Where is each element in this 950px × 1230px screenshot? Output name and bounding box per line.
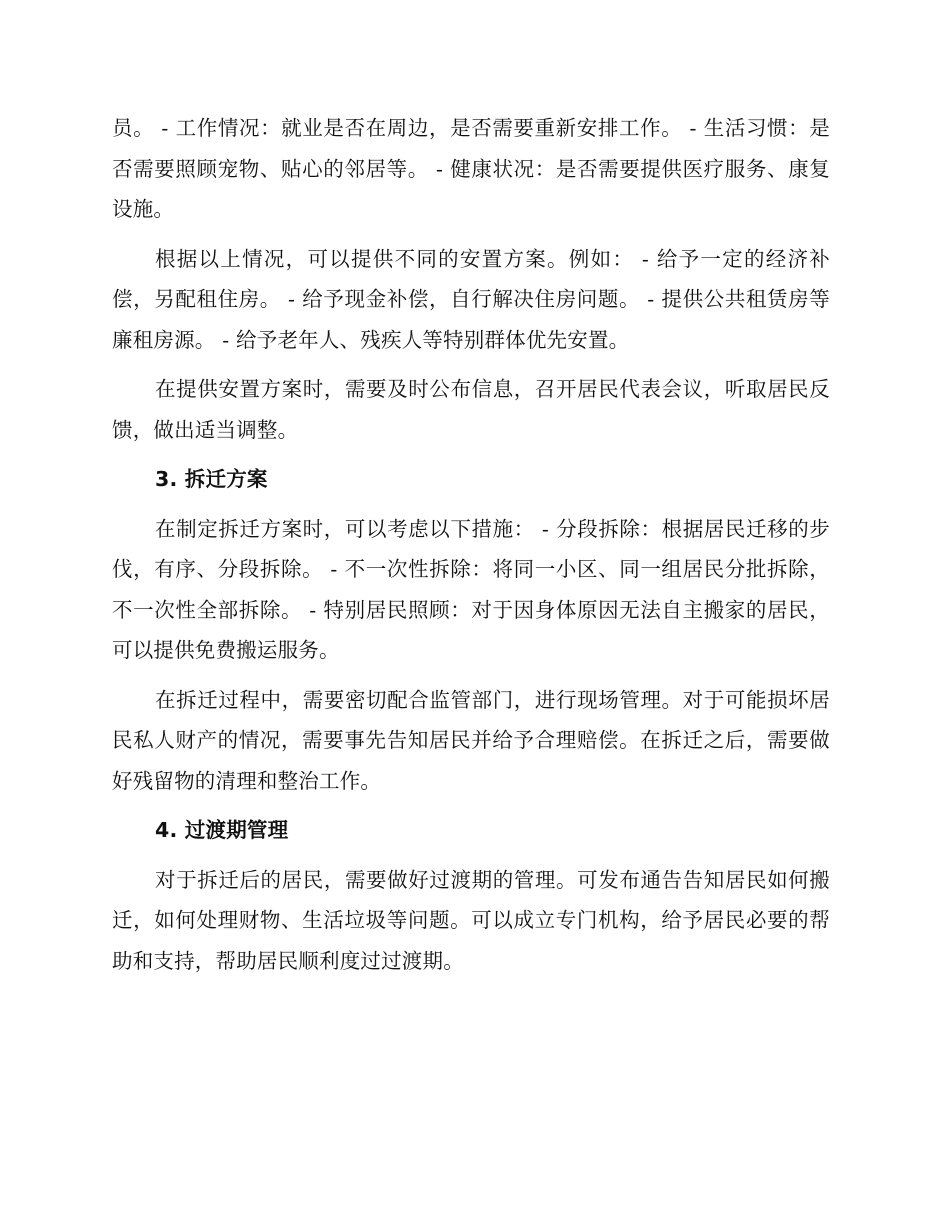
section-heading-demolition-plan: 3. 拆迁方案 (155, 467, 268, 491)
paragraph-resettlement-feedback: 在提供安置方案时，需要及时公布信息，召开居民代表会议，听取居民反馈，做出适当调整。 (112, 377, 830, 442)
paragraph-demolition-process: 在拆迁过程中，需要密切配合监管部门，进行现场管理。对于可能损坏居民私人财产的情况，需要事先告知居民并给予合理赔偿。在拆迁之后，需要做好残留物的清理和整治工作。 (112, 687, 830, 793)
section-heading-transition-management: 4. 过渡期管理 (155, 818, 289, 842)
paragraph-resettlement-options: 根据以上情况，可以提供不同的安置方案。例如： - 给予一定的经济补偿，另配租住房。 - 给予现金补偿，自行解决住房问题。 - 提供公共租赁房等廉租房源。 - 给予老年人、残疾人等特别群体优先安置。 (112, 246, 830, 352)
paragraph-demolition-measures: 在制定拆迁方案时，可以考虑以下措施： - 分段拆除：根据居民迁移的步伐，有序、分段拆除。 - 不一次性拆除：将同一小区、同一组居民分批拆除，不一次性全部拆除。 - 特别居民照顾：对于因身体原因无法自主搬家的居民，可以提供免费搬运服务。 (112, 516, 830, 662)
paragraph-resident-conditions: 员。 - 工作情况：就业是否在周边，是否需要重新安排工作。 - 生活习惯：是否需要照顾宠物、贴心的邻居等。 - 健康状况：是否需要提供医疗服务、康复设施。 (112, 116, 830, 221)
document-page (112, 108, 830, 981)
paragraph-transition-management: 对于拆迁后的居民，需要做好过渡期的管理。可发布通告告知居民如何搬迁，如何处理财物、生活垃圾等问题。可以成立专门机构，给予居民必要的帮助和支持，帮助居民顺利度过过渡期。 (112, 867, 830, 973)
